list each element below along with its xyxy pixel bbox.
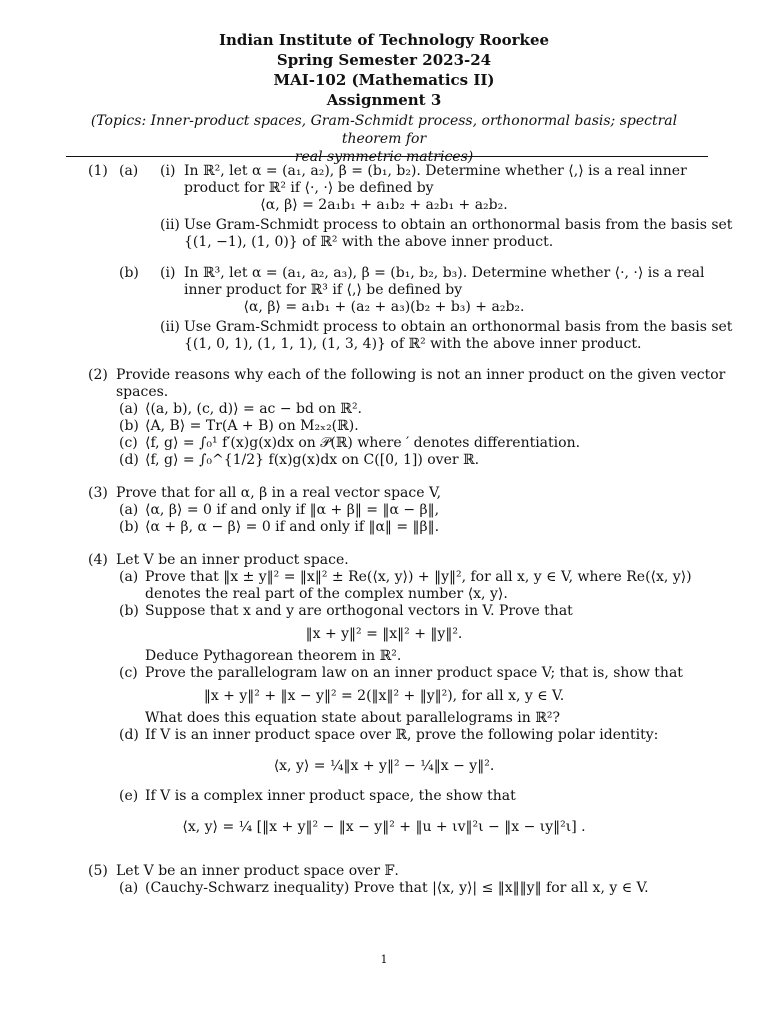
question-number: (5) [88, 863, 108, 879]
subpart-label: (ii) [160, 217, 180, 233]
spacer [0, 536, 768, 552]
q4-e-equation [0, 805, 768, 849]
question-text: {(1, 0, 1), (1, 1, 1), (1, 3, 4)} of ℝ² with the above inner product. [184, 336, 642, 352]
assignment-title: Assignment 3 [326, 91, 442, 109]
question-text: In ℝ³, let α = (a₁, a₂, a₃), β = (b₁, b₂, b₃). Determine whether ⟨·, ·⟩ is a real [184, 265, 705, 281]
q4-b-line-2 [0, 648, 768, 665]
q1-b-equation [0, 299, 768, 319]
topics-note [64, 112, 704, 166]
spacer [0, 251, 768, 265]
q4-b-equation [0, 620, 768, 648]
part-label: (c) [119, 435, 138, 451]
part-label: (b) [119, 603, 139, 619]
subpart-label: (ii) [160, 319, 180, 335]
q4-a-line-2 [0, 586, 768, 603]
question-text: ⟨α + β, α − β⟩ = 0 if and only if ‖α‖ = ‖β‖. [145, 519, 440, 535]
page-number: 1 [380, 953, 388, 966]
part-label: (b) [119, 519, 139, 535]
q1-b-ii-line-1 [0, 319, 768, 336]
part-label: (a) [119, 502, 139, 518]
q1-a-ii-line-2 [0, 234, 768, 251]
subpart-label: (i) [160, 163, 176, 179]
spacer [0, 469, 768, 485]
q4-c-line-2 [0, 710, 768, 727]
q2-item-d [0, 452, 768, 469]
display-equation: ⟨x, y⟩ = ¼ [‖x + y‖² − ‖x − y‖² + ‖u + ιv‖²ι − ‖x − ιy‖²ι] . [182, 819, 586, 835]
q2-item-a [0, 401, 768, 418]
question-text: Let V be an inner product space. [116, 552, 349, 568]
question-text: Prove that for all α, β in a real vector space V, [116, 485, 442, 501]
part-label: (a) [119, 163, 139, 179]
q5-a-line-1 [0, 880, 768, 897]
assignment-body [0, 163, 768, 897]
question-text: In ℝ², let α = (a₁, a₂), β = (b₁, b₂). Determine whether ⟨,⟩ is a real inner [184, 163, 687, 179]
q4-c-line-1 [0, 665, 768, 682]
q2-item-b [0, 418, 768, 435]
part-label: (e) [119, 788, 139, 804]
question-text: {(1, −1), (1, 0)} of ℝ² with the above inner product. [184, 234, 554, 250]
institute-name: Indian Institute of Technology Roorkee [218, 31, 550, 49]
q4-line-1 [0, 552, 768, 569]
q1-a-equation [0, 197, 768, 217]
question-text: Deduce Pythagorean theorem in ℝ². [145, 648, 402, 664]
question-text: What does this equation state about parallelograms in ℝ²? [145, 710, 560, 726]
part-label: (a) [119, 401, 139, 417]
question-text: Prove the parallelogram law on an inner product space V; that is, show that [145, 665, 683, 681]
part-label: (a) [119, 569, 139, 585]
q4-c-equation [0, 682, 768, 710]
spacer [0, 353, 768, 367]
q2-line-1 [0, 367, 768, 384]
question-text: ⟨f, g⟩ = ∫₀^{1/2} f(x)g(x)dx on C([0, 1]) over ℝ. [145, 452, 480, 468]
header-divider [66, 156, 708, 157]
question-text: product for ℝ² if ⟨·, ·⟩ be defined by [184, 180, 434, 196]
question-number: (1) [88, 163, 108, 179]
question-text: Prove that ‖x ± y‖² = ‖x‖² ± Re(⟨x, y⟩) + ‖y‖², for all x, y ∈ V, where Re(⟨x, y⟩) [145, 569, 692, 585]
display-equation: ‖x + y‖² + ‖x − y‖² = 2(‖x‖² + ‖y‖²), for all x, y ∈ V. [203, 688, 565, 704]
question-text: ⟨f, g⟩ = ∫₀¹ f′(x)g(x)dx on 𝒫(ℝ) where ′ denotes differentiation. [145, 435, 581, 451]
q1-b-ii-line-2 [0, 336, 768, 353]
question-text: Let V be an inner product space over 𝔽. [116, 863, 399, 879]
question-text: ⟨A, B⟩ = Tr(A + B) on M₂ₓ₂(ℝ). [145, 418, 359, 434]
topics-line-1: (Topics: Inner-product spaces, Gram-Schmidt process, orthonormal basis; spectral theorem for [90, 113, 678, 147]
q3-item-a [0, 502, 768, 519]
q1-b-i-line-2 [0, 282, 768, 299]
topics-line-2: real symmetric matrices) [294, 149, 474, 165]
q1-a-i-line-2 [0, 180, 768, 197]
q4-d-line-1 [0, 727, 768, 744]
q5-line-1 [0, 863, 768, 880]
q3-line-1 [0, 485, 768, 502]
part-label: (c) [119, 665, 138, 681]
part-label: (d) [119, 727, 139, 743]
question-text: Use Gram-Schmidt process to obtain an orthonormal basis from the basis set [184, 319, 733, 335]
spacer [0, 849, 768, 863]
q4-d-equation [0, 744, 768, 788]
part-label: (b) [119, 265, 139, 281]
question-text: (Cauchy-Schwarz inequality) Prove that |⟨x, y⟩| ≤ ‖x‖‖y‖ for all x, y ∈ V. [145, 880, 649, 896]
q2-line-2 [0, 384, 768, 401]
course-code: MAI-102 (Mathematics II) [273, 71, 495, 89]
q4-a-line-1 [0, 569, 768, 586]
question-number: (4) [88, 552, 108, 568]
part-label: (d) [119, 452, 139, 468]
question-text: inner product for ℝ³ if ⟨,⟩ be defined by [184, 282, 463, 298]
question-text: denotes the real part of the complex number ⟨x, y⟩. [145, 586, 508, 602]
question-text: Provide reasons why each of the following is not an inner product on the given vector [116, 367, 726, 383]
question-text: ⟨(a, b), (c, d)⟩ = ac − bd on ℝ². [145, 401, 362, 417]
display-equation: ‖x + y‖² = ‖x‖² + ‖y‖². [305, 626, 463, 642]
question-text: Use Gram-Schmidt process to obtain an orthonormal basis from the basis set [184, 217, 733, 233]
subpart-label: (i) [160, 265, 176, 281]
q1-a-i-line-1 [0, 163, 768, 180]
display-equation: ⟨α, β⟩ = a₁b₁ + (a₂ + a₃)(b₂ + b₃) + a₂b₂. [243, 299, 525, 315]
question-text: spaces. [116, 384, 169, 400]
q2-item-c [0, 435, 768, 452]
part-label: (b) [119, 418, 139, 434]
q4-e-line-1 [0, 788, 768, 805]
semester: Spring Semester 2023-24 [276, 51, 492, 69]
question-text: If V is a complex inner product space, the show that [145, 788, 516, 804]
document-header [0, 30, 768, 166]
q4-b-line-1 [0, 603, 768, 620]
question-text: If V is an inner product space over ℝ, prove the following polar identity: [145, 727, 659, 743]
q3-item-b [0, 519, 768, 536]
display-equation: ⟨x, y⟩ = ¼‖x + y‖² − ¼‖x − y‖². [273, 758, 495, 774]
q1-b-i-line-1 [0, 265, 768, 282]
question-text: Suppose that x and y are orthogonal vectors in V. Prove that [145, 603, 573, 619]
display-equation: ⟨α, β⟩ = 2a₁b₁ + a₁b₂ + a₂b₁ + a₂b₂. [260, 197, 508, 213]
part-label: (a) [119, 880, 139, 896]
question-number: (2) [88, 367, 108, 383]
question-number: (3) [88, 485, 108, 501]
q1-a-ii-line-1 [0, 217, 768, 234]
question-text: ⟨α, β⟩ = 0 if and only if ‖α + β‖ = ‖α − β‖, [145, 502, 440, 518]
